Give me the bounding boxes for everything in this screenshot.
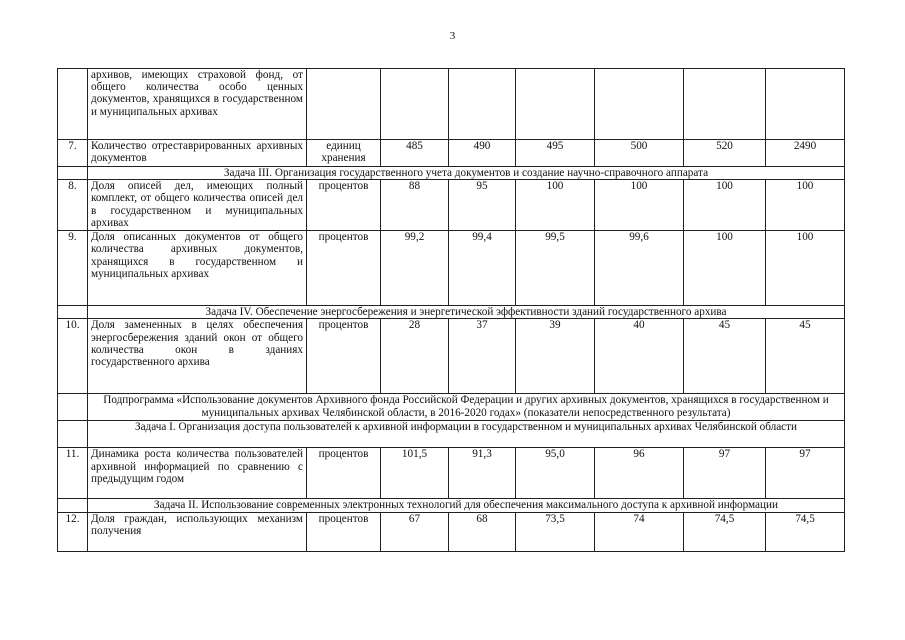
- value-cell: 39: [516, 319, 595, 394]
- task-heading: Задача II. Использование современных электронных технологий для обеспечения максимального доступа к архивной информации: [88, 499, 845, 512]
- subprogram-row: [58, 394, 845, 421]
- value-cell: 100: [684, 231, 766, 306]
- row-number: 11.: [58, 448, 88, 499]
- value-cell: 28: [381, 319, 449, 394]
- empty-cell: [58, 394, 88, 421]
- value-cell: 100: [516, 180, 595, 231]
- value-cell: [449, 69, 516, 140]
- page-number: 3: [449, 30, 456, 42]
- indicator-name: Доля замененных в целях обеспечения энергосбережения зданий окон от общего количества окон в зданиях государственного архива: [88, 319, 307, 394]
- value-cell: 45: [684, 319, 766, 394]
- value-cell: [516, 69, 595, 140]
- indicator-name: Доля граждан, использующих механизм получения: [88, 512, 307, 551]
- task-row: [58, 499, 845, 512]
- value-cell: 37: [449, 319, 516, 394]
- table-row: [58, 448, 845, 499]
- indicator-name: Доля описанных документов от общего количества архивных документов, хранящихся в государственном и муниципальных архивах: [88, 231, 307, 306]
- empty-cell: [58, 167, 88, 180]
- value-cell: 99,4: [449, 231, 516, 306]
- empty-cell: [58, 306, 88, 319]
- unit-cell: единиц хранения: [307, 140, 381, 167]
- indicator-name: Количество отреставрированных архивных документов: [88, 140, 307, 167]
- value-cell: 520: [684, 140, 766, 167]
- task-heading: Задача IV. Обеспечение энергосбережения и энергетической эффективности зданий государственного архива: [88, 306, 845, 319]
- indicator-name: Динамика роста количества пользователей архивной информацией по сравнению с предыдущим годом: [88, 448, 307, 499]
- value-cell: 100: [684, 180, 766, 231]
- value-cell: 485: [381, 140, 449, 167]
- value-cell: 68: [449, 512, 516, 551]
- task-heading: Задача I. Организация доступа пользователей к архивной информации в государственном и муниципальных архивах Челябинской области: [88, 421, 845, 448]
- row-number: 8.: [58, 180, 88, 231]
- unit-cell: процентов: [307, 512, 381, 551]
- value-cell: 500: [595, 140, 684, 167]
- value-cell: 96: [595, 448, 684, 499]
- value-cell: [595, 69, 684, 140]
- value-cell: 97: [684, 448, 766, 499]
- row-number: [58, 69, 88, 140]
- value-cell: 74,5: [766, 512, 845, 551]
- value-cell: 95,0: [516, 448, 595, 499]
- value-cell: 99,2: [381, 231, 449, 306]
- row-number: 10.: [58, 319, 88, 394]
- value-cell: 95: [449, 180, 516, 231]
- row-number: 7.: [58, 140, 88, 167]
- task-row: [58, 306, 845, 319]
- unit-cell: процентов: [307, 319, 381, 394]
- row-number: 9.: [58, 231, 88, 306]
- unit-cell: процентов: [307, 231, 381, 306]
- value-cell: 495: [516, 140, 595, 167]
- unit-cell: [307, 69, 381, 140]
- value-cell: 99,5: [516, 231, 595, 306]
- task-heading: Задача III. Организация государственного учета документов и создание научно-справочного аппарата: [88, 167, 845, 180]
- task-row: [58, 421, 845, 448]
- empty-cell: [58, 499, 88, 512]
- value-cell: [766, 69, 845, 140]
- value-cell: 74: [595, 512, 684, 551]
- table-row: [58, 69, 845, 140]
- table-row: [58, 231, 845, 306]
- empty-cell: [58, 421, 88, 448]
- table-row: [58, 512, 845, 551]
- value-cell: 101,5: [381, 448, 449, 499]
- value-cell: 40: [595, 319, 684, 394]
- value-cell: 2490: [766, 140, 845, 167]
- value-cell: 74,5: [684, 512, 766, 551]
- table-row: [58, 140, 845, 167]
- value-cell: [684, 69, 766, 140]
- indicator-name: Доля описей дел, имеющих полный комплект, от общего количества описей дел в государственном и муниципальных архивах: [88, 180, 307, 231]
- value-cell: [381, 69, 449, 140]
- value-cell: 100: [766, 180, 845, 231]
- value-cell: 100: [595, 180, 684, 231]
- value-cell: 88: [381, 180, 449, 231]
- value-cell: 45: [766, 319, 845, 394]
- value-cell: 67: [381, 512, 449, 551]
- unit-cell: процентов: [307, 448, 381, 499]
- subprogram-heading: Подпрограмма «Использование документов Архивного фонда Российской Федерации и других архивных документов, хранящихся в государственном и муниципальных архивах Челябинской области, в 2016-2020 годах» (показатели непосредственного результата): [88, 394, 845, 421]
- table-row: [58, 180, 845, 231]
- value-cell: 97: [766, 448, 845, 499]
- row-number: 12.: [58, 512, 88, 551]
- unit-cell: процентов: [307, 180, 381, 231]
- indicator-name: архивов, имеющих страховой фонд, от общего количества особо ценных документов, хранящихся в государственном и муниципальных архивах: [88, 69, 307, 140]
- value-cell: 100: [766, 231, 845, 306]
- task-row: [58, 167, 845, 180]
- value-cell: 91,3: [449, 448, 516, 499]
- value-cell: 99,6: [595, 231, 684, 306]
- value-cell: 490: [449, 140, 516, 167]
- indicators-table: [57, 68, 845, 552]
- value-cell: 73,5: [516, 512, 595, 551]
- table-row: [58, 319, 845, 394]
